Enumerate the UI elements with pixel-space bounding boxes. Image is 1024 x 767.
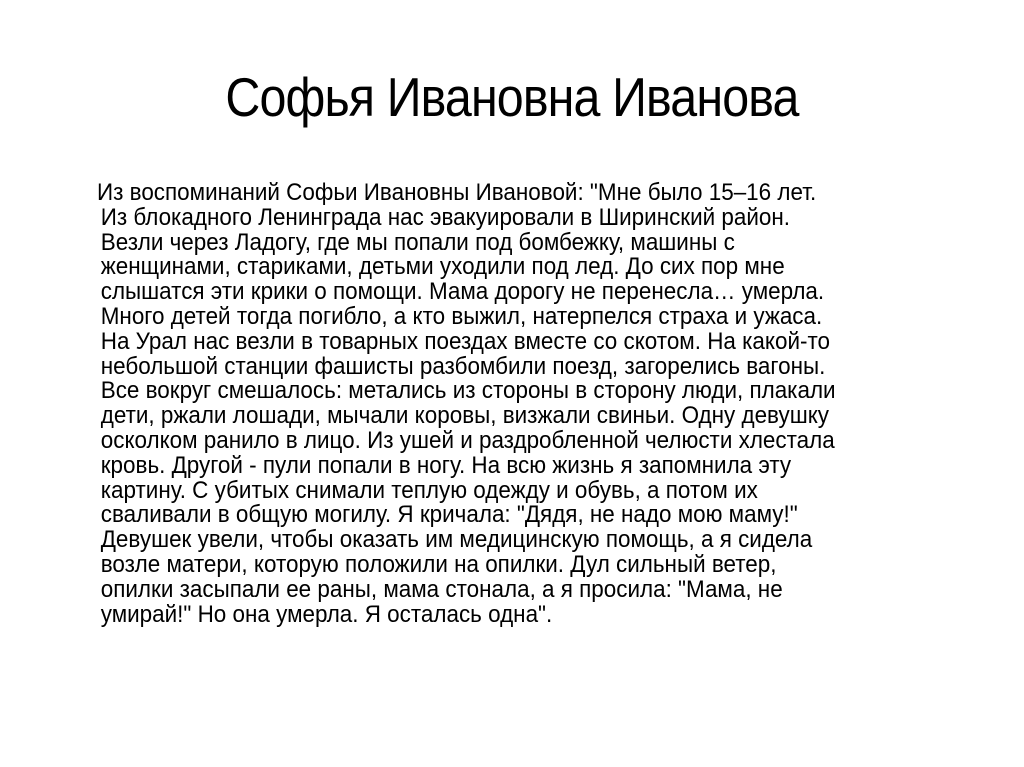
body-line: умирай!" Но она умерла. Я осталась одна". xyxy=(100,600,553,628)
body-line: Из блокадного Ленинграда нас эвакуировали в Ширинский район. xyxy=(100,203,791,231)
slide-title: Софья Ивановна Иванова xyxy=(225,66,799,128)
body-line: женщинами, стариками, детьми уходили под лед. До сих пор мне xyxy=(100,253,785,281)
body-line: осколком ранило в лицо. Из ушей и раздробленной челюсти хлестала xyxy=(100,426,835,454)
body-line: Из воспоминаний Софьи Ивановны Ивановой: "Мне было 15–16 лет. xyxy=(97,179,817,206)
body-line: На Урал нас везли в товарных поездах вместе со скотом. На какой-то xyxy=(100,327,830,355)
body-line: возле матери, которую положили на опилки. Дул сильный ветер, xyxy=(100,550,777,578)
body-line: Все вокруг смешалось: метались из стороны в сторону люди, плакали xyxy=(100,377,836,405)
body-line: кровь. Другой - пули попали в ногу. На всю жизнь я запомнила эту xyxy=(100,451,792,479)
body-line: дети, ржали лошади, мычали коровы, визжали свиньи. Одну девушку xyxy=(100,402,829,430)
body-line: Много детей тогда погибло, а кто выжил, натерпелся страха и ужаса. xyxy=(100,302,823,330)
body-line: Везли через Ладогу, где мы попали под бомбежку, машины с xyxy=(100,228,735,256)
body-line: небольшой станции фашисты разбомбили поезд, загорелись вагоны. xyxy=(100,352,826,380)
body-line: слышатся эти крики о помощи. Мама дорогу не перенесла… умерла. xyxy=(100,278,825,306)
body-line: опилки засыпали ее раны, мама стонала, а я просила: "Мама, не xyxy=(100,575,783,603)
body-line: картину. С убитых снимали теплую одежду и обувь, а потом их xyxy=(100,476,758,504)
body-line: сваливали в общую могилу. Я кричала: "Дядя, не надо мою маму!" xyxy=(100,501,798,529)
body-line: Девушек увели, чтобы оказать им медицинскую помощь, а я сидела xyxy=(100,526,813,554)
slide-body-text xyxy=(97,181,977,627)
